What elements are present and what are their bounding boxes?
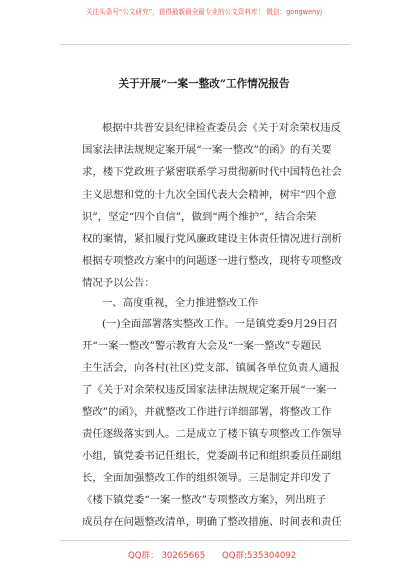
- body-line: 了《关于对余荣权违反国家法律法规规定案开展“一案一: [82, 384, 337, 396]
- body-line: 整改”的函》，并就整改工作进行详细部署，将整改工作: [82, 406, 332, 418]
- body-line: 识”，坚定“四个自信”，做到“两个维护”，结合余荣: [82, 211, 317, 223]
- body-line: 根据中共普安县纪律检查委员会《关于对余荣权违反: [102, 122, 341, 134]
- footer-qq-group-1: QQ群： 30265665: [128, 551, 206, 561]
- footer-qq-group-2: QQ群:535304092: [222, 551, 297, 561]
- body-line: 求，楼下党政班子紧密联系学习贯彻新时代中国特色社会: [82, 166, 342, 178]
- body-line: (一)全面部署落实整改工作。一是镇党委9月29日召: [102, 318, 338, 330]
- body-line: 小组，镇党委书记任组长，党委副书记和组织委员任副组: [82, 450, 342, 462]
- document-title: 关于开展“一案一整改”工作情况报告: [118, 78, 290, 90]
- body-line: 情况予以公告：: [82, 277, 155, 289]
- body-line: 国家法律法规规定案开展“一案一整改”的函》的有关要: [82, 144, 332, 156]
- body-line: 长，全面加强整改工作的组织领导。三是制定并印发了: [82, 472, 332, 484]
- header-notice: 关注头条号“公文研究”，获得最新最全最专业的公文资料库！ 微信：gongwenyj: [85, 8, 323, 16]
- body-line: 权的案情，紧扣履行党风廉政建设主体责任情况进行剖析: [82, 233, 342, 245]
- section-heading: 一、高度重视，全力推进整改工作: [102, 297, 258, 309]
- body-line: 根据专项整改方案中的问题逐一进行整改，现将专项整改: [82, 255, 342, 267]
- body-line: 主义思想和党的十九次全国代表大会精神，树牢“四个意: [82, 189, 337, 201]
- footer-divider: [60, 540, 350, 541]
- header-divider: [60, 44, 350, 45]
- body-line: 主生活会，向各村(社区)党支部、镇属各单位负责人通报: [82, 362, 340, 374]
- body-line: 《楼下镇党委“一案一整改”专项整改方案》，列出班子: [82, 494, 327, 506]
- body-line: 责任逐级落实到人。二是成立了楼下镇专项整改工作领导: [82, 428, 342, 440]
- body-line: 开“一案一整改”警示教育大会及“一案一整改”专题民: [82, 340, 322, 352]
- body-line: 成员存在问题整改清单，明确了整改措施、时间表和责任: [82, 516, 342, 528]
